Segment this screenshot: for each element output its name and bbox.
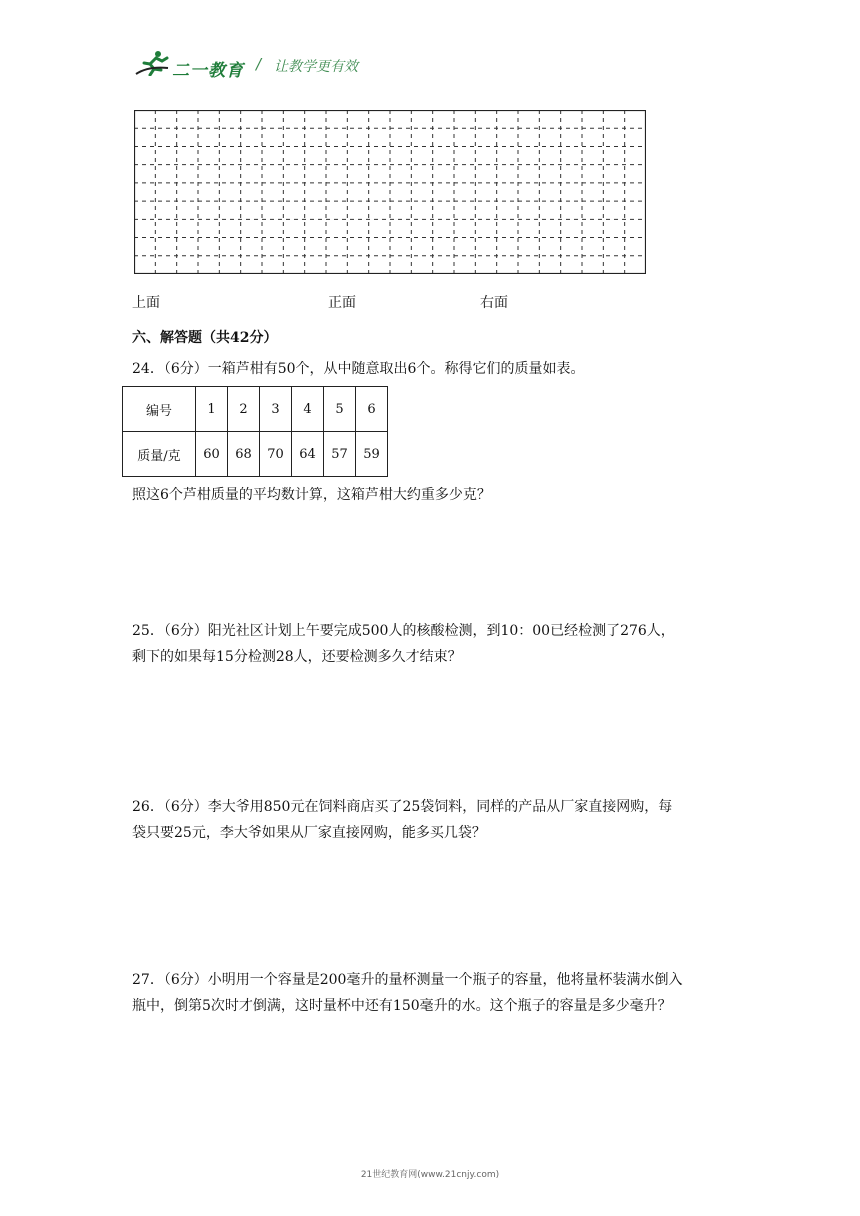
question-26-line1: 26．（6分）李大爷用850元在饲料商店买了25袋饲料，同样的产品从厂家直接网购，每 [132,799,673,815]
table-cell: 6 [356,387,388,432]
front-view-label: 正面 [328,295,356,311]
table-cell: 60 [196,432,228,477]
mass-table [122,386,388,477]
table-cell: 68 [228,432,260,477]
question-26 [132,794,732,846]
table-cell: 2 [228,387,260,432]
question-26-line2: 袋只要25元，李大爷如果从厂家直接网购，能多买几袋？ [132,825,486,841]
table-header-id: 编号 [123,387,196,432]
question-24: 24．（6分）一箱芦柑有50个，从中随意取出6个。称得它们的质量如表。 [132,361,585,377]
table-cell: 1 [196,387,228,432]
section-title: 六、解答题（共42分） [132,330,278,346]
runner-logo-icon [134,50,170,76]
slogan: 让教学更有效 [274,59,358,75]
table-header-mass: 质量/克 [123,432,196,477]
page-header [134,44,734,84]
table-row [123,432,388,477]
table-cell: 3 [260,387,292,432]
slogan-separator: / [256,55,262,73]
table-cell: 5 [324,387,356,432]
question-27 [132,967,732,1019]
table-row [123,387,388,432]
table-cell: 70 [260,432,292,477]
question-27-line2: 瓶中，倒第5次时才倒满，这时量杯中还有150毫升的水。这个瓶子的容量是多少毫升？ [132,998,672,1014]
table-cell: 4 [292,387,324,432]
page-footer: 21世纪教育网(www.21cnjy.com) [360,1170,500,1180]
table-cell: 64 [292,432,324,477]
question-25-line2: 剩下的如果每15分检测28人，还要检测多久才结束？ [132,649,462,665]
question-25-line1: 25．（6分）阳光社区计划上午要完成500人的核酸检测，到10：00已经检测了276人， [132,623,675,639]
drawing-grid [134,110,646,274]
right-view-label: 右面 [480,295,508,311]
table-cell: 57 [324,432,356,477]
question-25 [132,618,732,670]
question-27-line1: 27．（6分）小明用一个容量是200毫升的量杯测量一个瓶子的容量，他将量杯装满水倒入 [132,972,683,988]
question-24-followup: 照这6个芦柑质量的平均数计算，这箱芦柑大约重多少克？ [132,487,491,503]
table-cell: 59 [356,432,388,477]
logo-text: 二一教育 [172,61,244,81]
top-view-label: 上面 [132,295,160,311]
